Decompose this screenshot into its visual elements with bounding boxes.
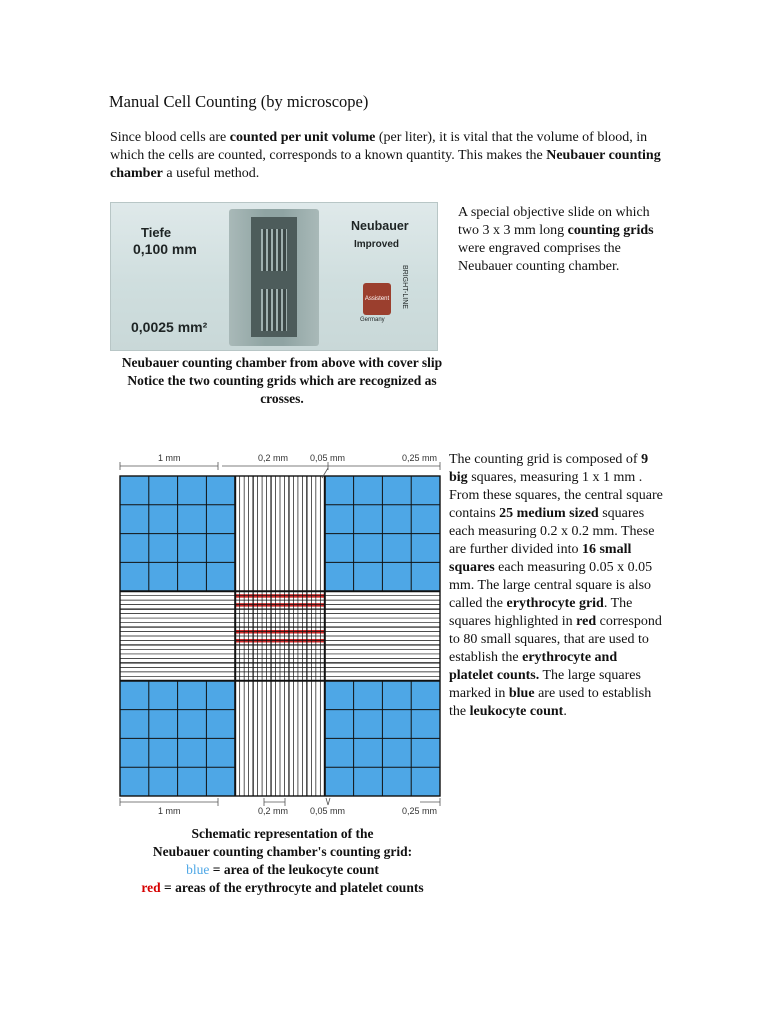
label-005mm-bottom: 0,05 mm <box>310 806 346 816</box>
page-title: Manual Cell Counting (by microscope) <box>109 92 369 111</box>
label-025mm-top: 0,25 mm <box>402 453 438 463</box>
grid-caption-line3 <box>95 861 470 879</box>
blue-word: blue <box>186 862 210 877</box>
model-label: Improved <box>354 239 400 250</box>
neubauer-slide-photo <box>110 202 438 351</box>
label-02mm-top: 0,2 mm <box>258 453 289 463</box>
intro-paragraph: Since blood cells are counted per unit volume (per liter), it is vital that the volume of blood, in which the cells are counted, corresponds to a known quantity. This makes the Neubauer counting chamber a useful method. <box>110 130 661 181</box>
grid-caption-line4 <box>95 879 470 897</box>
slide-caption <box>108 354 456 408</box>
area-value: 0,0025 mm² <box>131 319 208 335</box>
grid-caption-line1: Schematic representation of the <box>191 826 374 841</box>
blue-legend-text: = area of the leukocyte count <box>209 862 379 877</box>
counting-grid-diagram <box>110 448 450 820</box>
slide-caption-line2: Notice the two counting grids which are recognized as crosses. <box>127 373 437 406</box>
counting-grid-top <box>261 229 287 271</box>
slide-description: A special objective slide on which two 3 x 3 mm long counting grids were engraved comprises the Neubauer counting chamber. <box>458 205 654 274</box>
grid-caption-line2: Neubauer counting chamber's counting grid: <box>152 844 413 859</box>
grid-lines <box>120 476 440 796</box>
counting-grid-bottom <box>261 289 287 331</box>
grid-description: The counting grid is composed of 9 big squares, measuring 1 x 1 mm . From these squares, the central square contains 25 medium sized squares each measuring 0.2 x 0.2 mm. These are further divided into 16 small squares each measuring 0.05 x 0.05 mm. The large central square is also called the erythrocyte grid. The squares highlighted in red correspond to 80 small squares, that are used to establish the erythrocyte and platelet counts. The large squares marked in blue are used to establish the leukocyte count. <box>449 452 663 719</box>
manufacturer-logo: Assistent <box>363 283 391 315</box>
label-1mm-top: 1 mm <box>158 453 181 463</box>
label-025mm-bottom: 0,25 mm <box>402 806 438 816</box>
grid-caption <box>95 825 470 897</box>
depth-label: Tiefe <box>141 225 172 240</box>
label-1mm-bottom: 1 mm <box>158 806 181 816</box>
bottom-dimension-marks <box>120 798 440 806</box>
label-02mm-bottom: 0,2 mm <box>258 806 289 816</box>
red-legend-text: = areas of the erythrocyte and platelet counts <box>160 880 424 895</box>
country-label: Germany <box>360 317 385 323</box>
red-word: red <box>141 880 161 895</box>
bright-line-label: BRIGHT-LINE <box>401 265 408 309</box>
slide-caption-line1: Neubauer counting chamber from above with cover slip <box>121 355 443 370</box>
brand-label: Neubauer <box>351 219 409 233</box>
depth-value: 0,100 mm <box>133 241 197 257</box>
label-005mm-top: 0,05 mm <box>310 453 346 463</box>
